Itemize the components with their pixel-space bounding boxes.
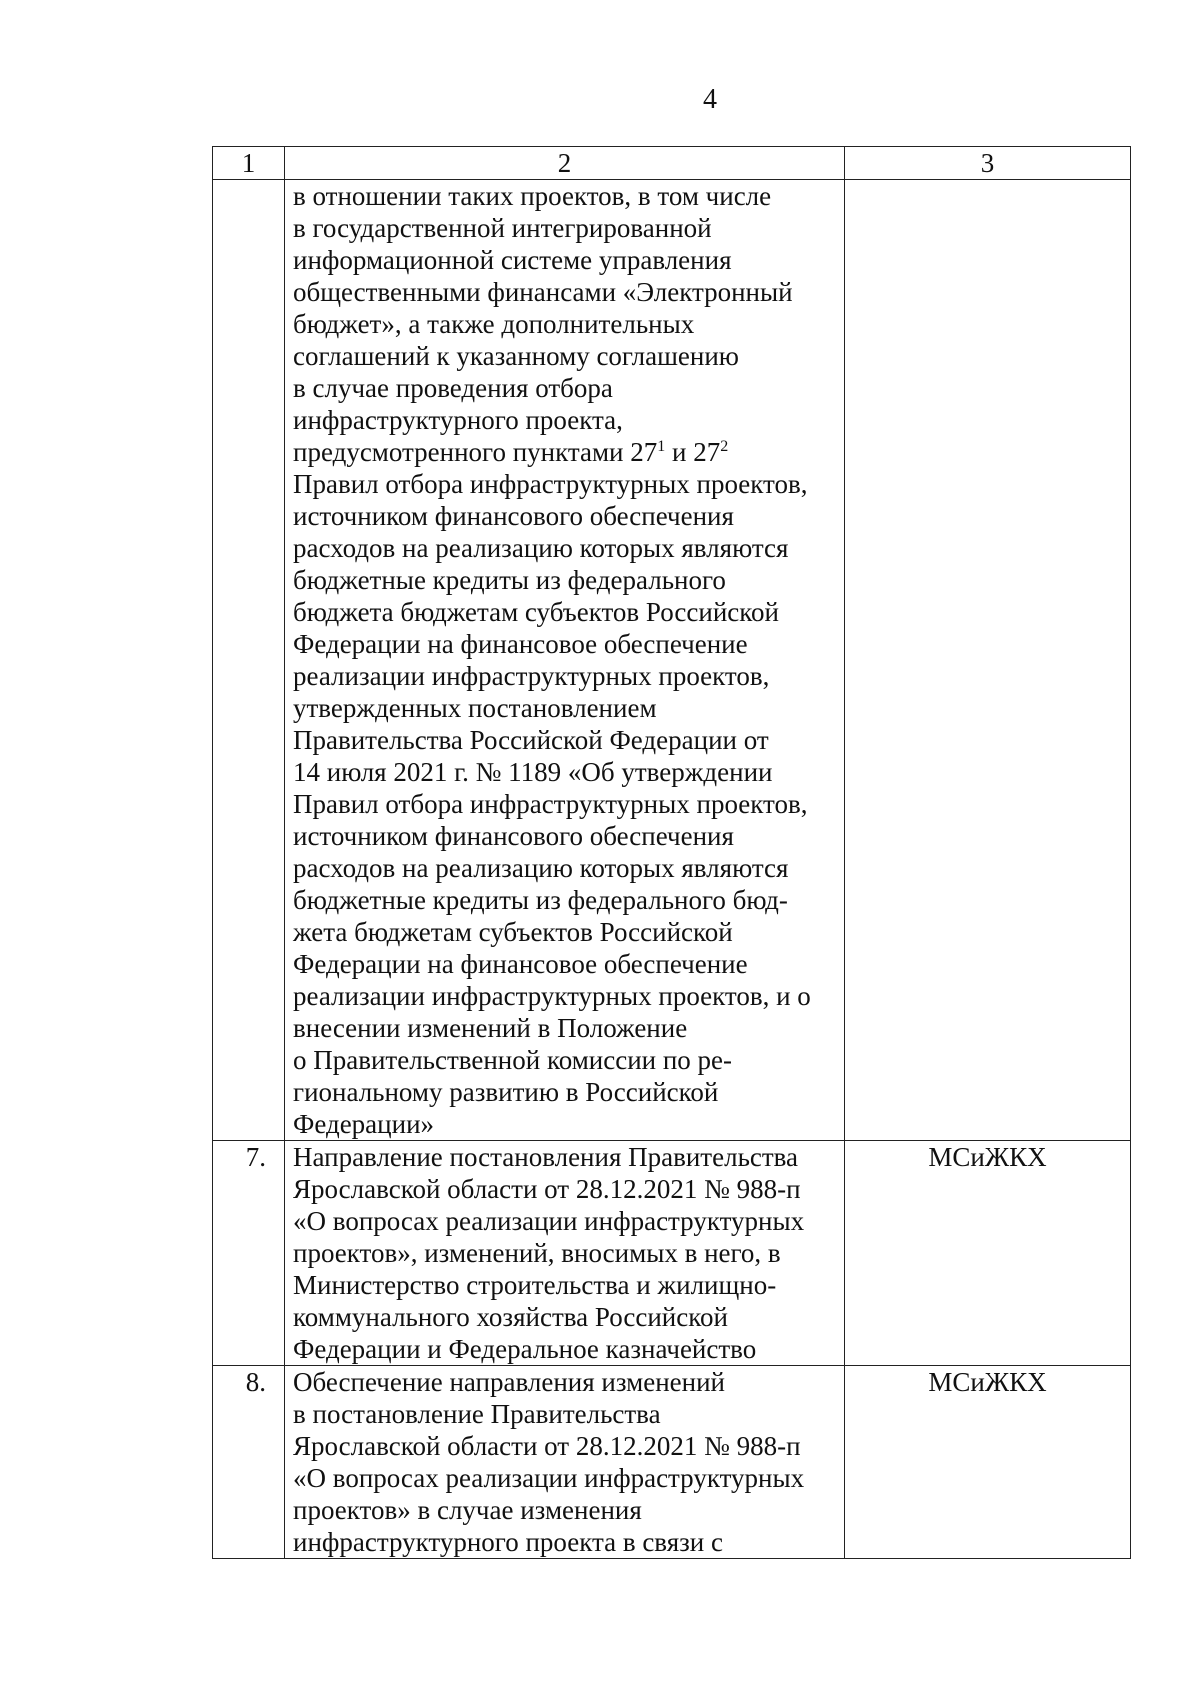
text-line: коммунального хозяйства Российской — [293, 1302, 728, 1332]
text-line: реализации инфраструктурных проектов, и о — [293, 981, 811, 1011]
text-line: реализации инфраструктурных проектов, — [293, 661, 770, 691]
text-line-with-superscripts — [293, 436, 840, 468]
table-row-continuation — [213, 180, 1131, 1141]
text-line: в случае проведения отбора — [293, 373, 613, 403]
row-number — [213, 180, 285, 1141]
text-line: Ярославской области от 28.12.2021 № 988-п — [293, 1174, 801, 1204]
text-line: проектов» в случае изменения — [293, 1495, 642, 1525]
row-number: 7. — [213, 1141, 285, 1366]
text-line: информационной системе управления — [293, 245, 732, 275]
text-fragment: предусмотренного пунктами 27 — [293, 437, 658, 467]
row-responsible — [845, 180, 1131, 1141]
text-line: гиональному развитию в Российской — [293, 1077, 719, 1107]
text-line: в отношении таких проектов, в том числе — [293, 181, 772, 211]
text-line: в постановление Правительства — [293, 1399, 661, 1429]
header-cell-1: 1 — [213, 147, 285, 180]
header-cell-2: 2 — [285, 147, 845, 180]
text-line: Правил отбора инфраструктурных проектов, — [293, 789, 808, 819]
row-number: 8. — [213, 1366, 285, 1559]
text-line: бюджетные кредиты из федерального бюд- — [293, 885, 788, 915]
text-line: внесении изменений в Положение — [293, 1013, 688, 1043]
text-line: инфраструктурного проекта в связи с — [293, 1527, 723, 1557]
text-line: «О вопросах реализации инфраструктурных — [293, 1206, 805, 1236]
text-line: Ярославской области от 28.12.2021 № 988-п — [293, 1431, 801, 1461]
text-fragment: и 27 — [665, 437, 721, 467]
text-line: инфраструктурного проекта, — [293, 405, 623, 435]
page-number: 4 — [703, 84, 717, 115]
text-line: Правил отбора инфраструктурных проектов, — [293, 469, 808, 499]
row-text — [285, 180, 845, 1141]
table-header-row — [213, 147, 1131, 180]
table-row-7 — [213, 1141, 1131, 1366]
header-cell-3: 3 — [845, 147, 1131, 180]
row-responsible: МСиЖКХ — [845, 1366, 1131, 1559]
text-line: Федерации и Федеральное казначейство — [293, 1334, 757, 1364]
superscript: 2 — [720, 438, 729, 455]
text-line: утвержденных постановлением — [293, 693, 657, 723]
text-line: соглашений к указанному соглашению — [293, 341, 739, 371]
text-line: 14 июля 2021 г. № 1189 «Об утверждении — [293, 757, 773, 787]
text-line: Обеспечение направления изменений — [293, 1367, 725, 1397]
table-row-8 — [213, 1366, 1131, 1559]
row-responsible: МСиЖКХ — [845, 1141, 1131, 1366]
text-line: в государственной интегрированной — [293, 213, 712, 243]
text-line: Министерство строительства и жилищно- — [293, 1270, 777, 1300]
text-line: Федерации на финансовое обеспечение — [293, 629, 748, 659]
text-line: Направление постановления Правительства — [293, 1142, 799, 1172]
superscript: 1 — [657, 438, 666, 455]
text-line: Федерации» — [293, 1109, 435, 1139]
row-text — [285, 1366, 845, 1559]
text-line: бюджетные кредиты из федерального — [293, 565, 726, 595]
measures-table — [212, 146, 1131, 1559]
text-line: Федерации на финансовое обеспечение — [293, 949, 748, 979]
text-line: бюджет», а также дополнительных — [293, 309, 695, 339]
text-line: расходов на реализацию которых являются — [293, 533, 789, 563]
row-text — [285, 1141, 845, 1366]
text-line: жета бюджетам субъектов Российской — [293, 917, 733, 947]
text-line: проектов», изменений, вносимых в него, в — [293, 1238, 781, 1268]
text-line: источником финансового обеспечения — [293, 501, 734, 531]
text-line: «О вопросах реализации инфраструктурных — [293, 1463, 805, 1493]
text-line: о Правительственной комиссии по ре- — [293, 1045, 733, 1075]
text-line: источником финансового обеспечения — [293, 821, 734, 851]
text-line: общественными финансами «Электронный — [293, 277, 793, 307]
text-line: расходов на реализацию которых являются — [293, 853, 789, 883]
text-line: Правительства Российской Федерации от — [293, 725, 769, 755]
text-line: бюджета бюджетам субъектов Российской — [293, 597, 779, 627]
